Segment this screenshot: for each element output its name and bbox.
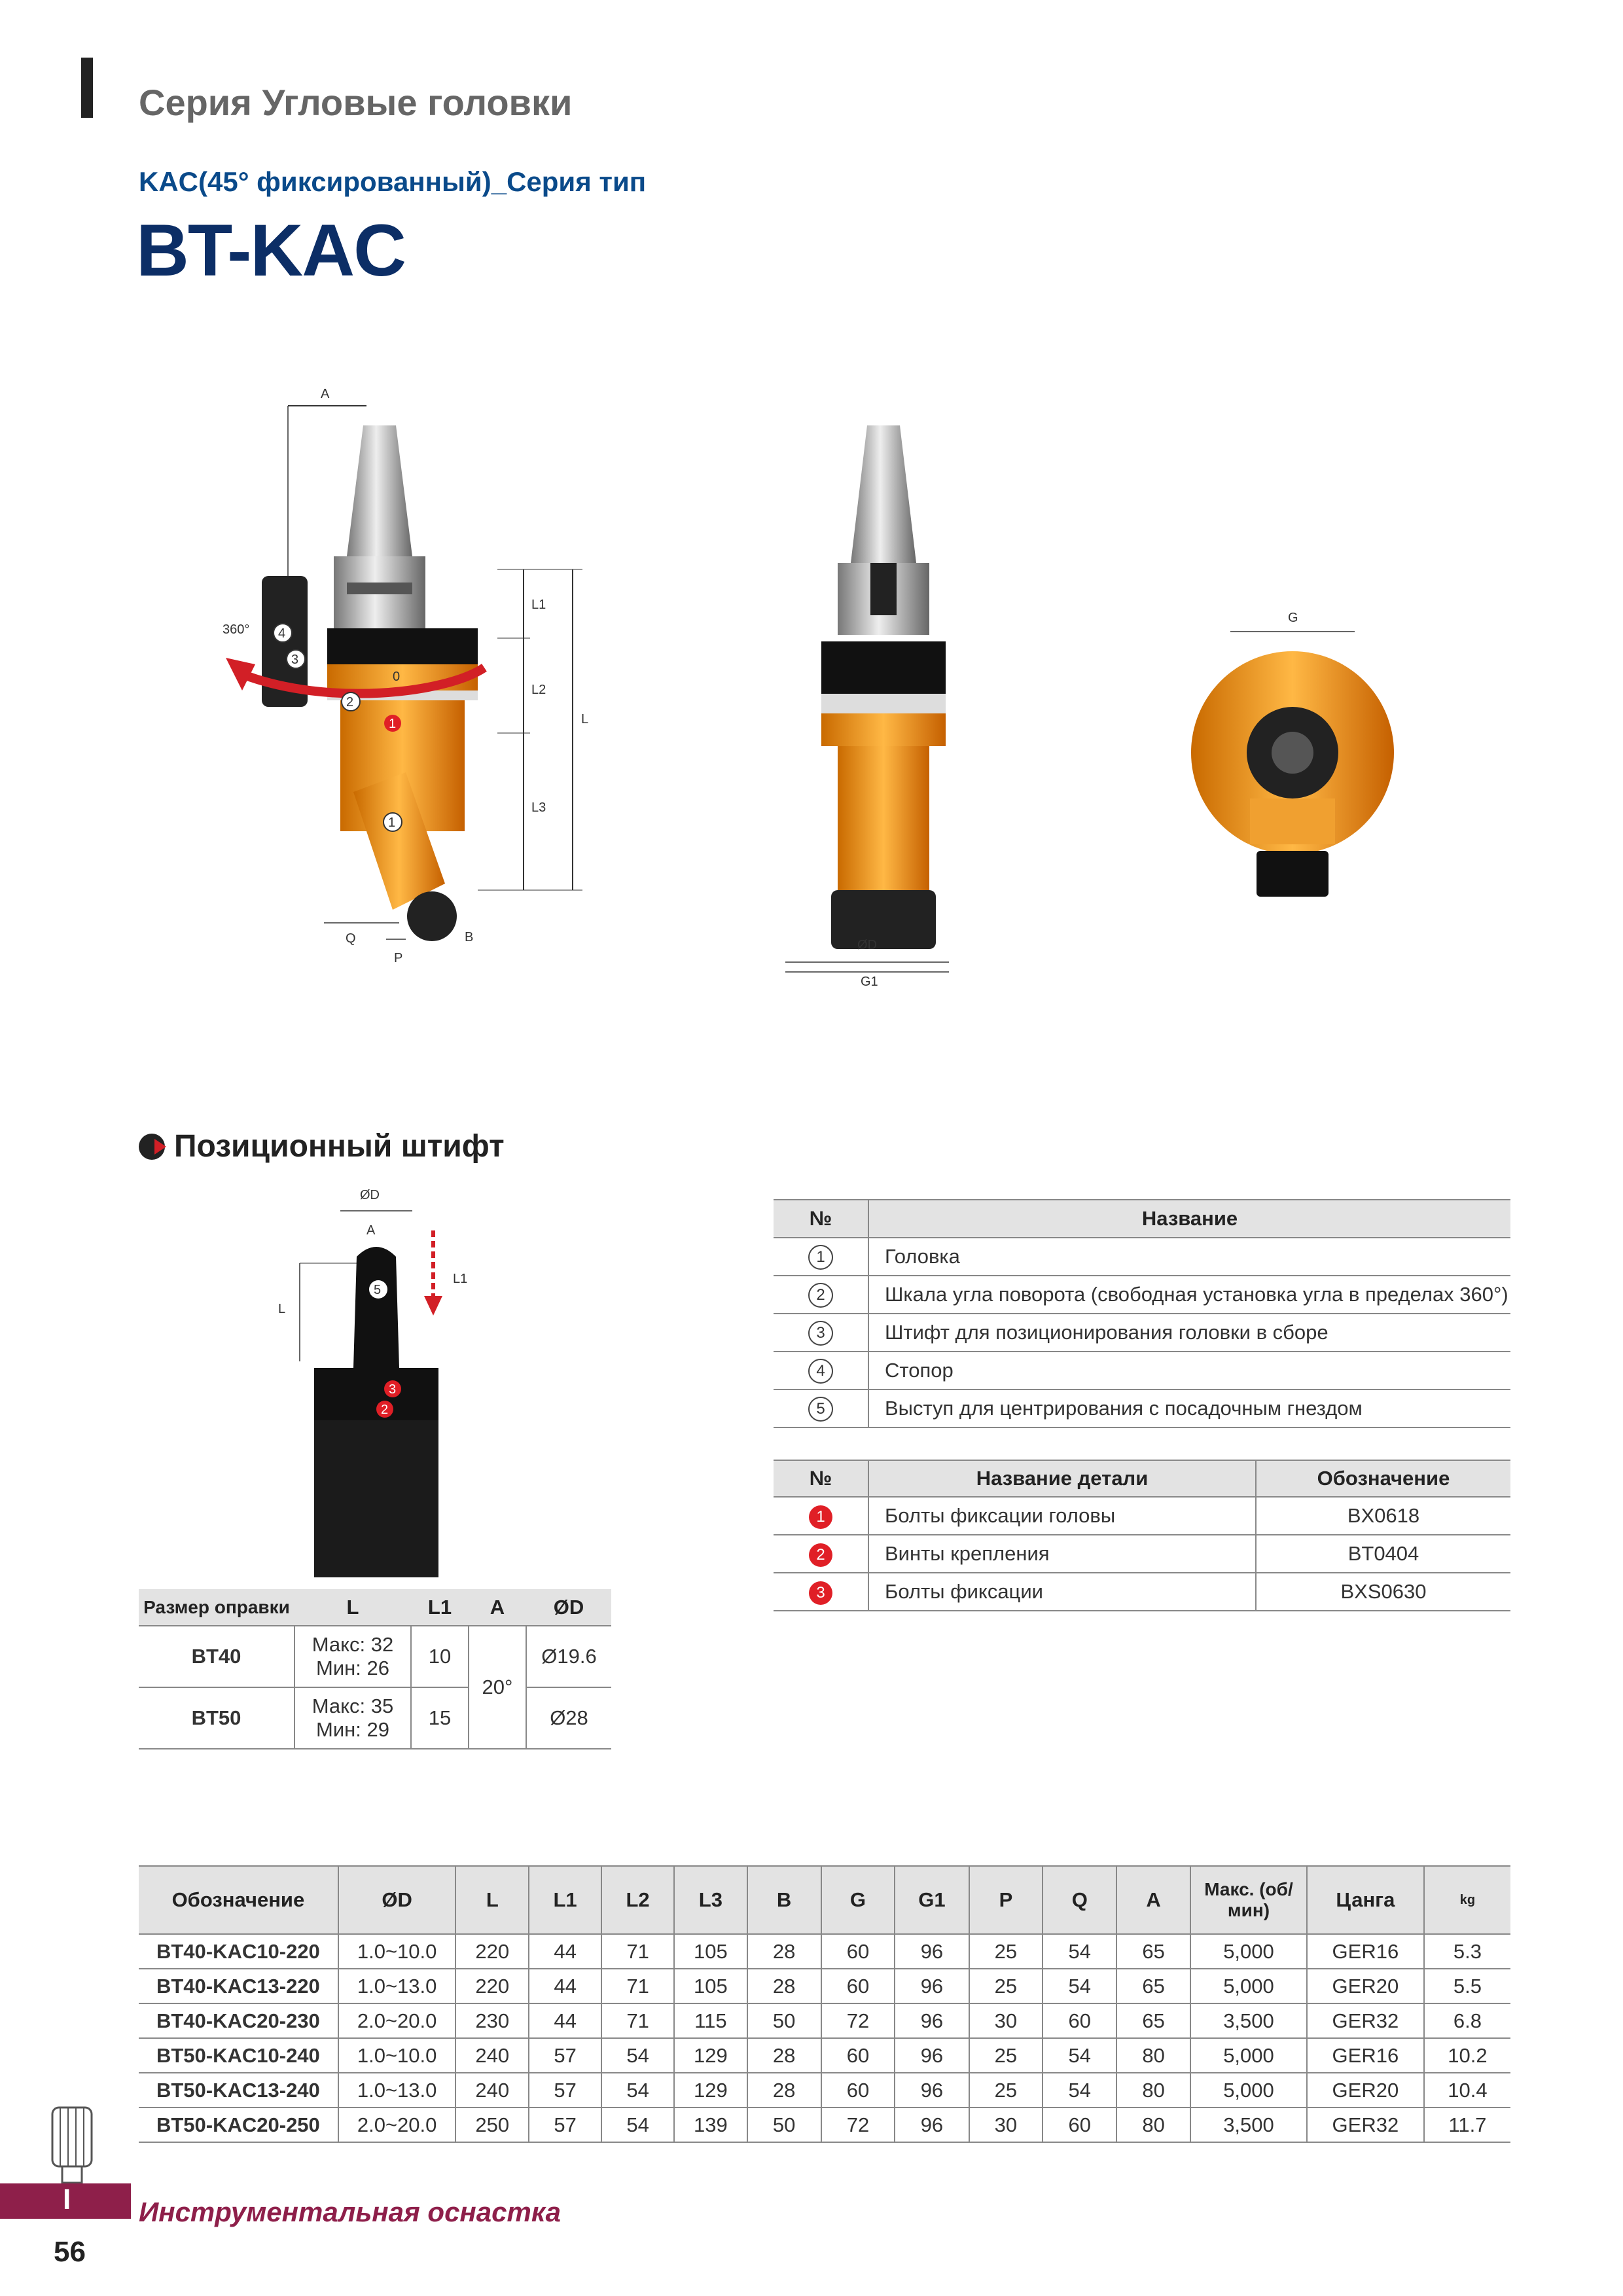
spec-cell: 54: [1043, 2073, 1116, 2108]
spec-cell: 139: [674, 2108, 747, 2142]
part-name: Выступ для центрирования с посадочным гнездом: [885, 1397, 1363, 1420]
spec-cell: 60: [821, 2073, 895, 2108]
callout-4: [274, 624, 292, 642]
part-code: BXS0630: [1340, 1580, 1427, 1603]
model-title: BT-KAC: [136, 209, 406, 291]
pin-l-min: Мин: 29: [316, 1718, 389, 1741]
pin-section-label: Позиционный штифт: [174, 1129, 505, 1164]
spec-header-0: Обозначение: [139, 1866, 338, 1934]
spec-header-2: L: [455, 1866, 529, 1934]
spec-cell: 220: [455, 1969, 529, 2003]
spec-cell: 96: [895, 2003, 969, 2038]
spec-cell: 5.3: [1453, 1939, 1482, 1963]
spec-cell: 25: [969, 1969, 1043, 2003]
callout-1: [383, 813, 402, 831]
dim-g1: G1: [861, 975, 878, 988]
spec-cell: 2.0~20.0: [338, 2003, 456, 2038]
spec-cell: 30: [969, 2108, 1043, 2142]
spec-cell: 30: [969, 2003, 1043, 2038]
pin-l-min: Мин: 26: [316, 1657, 389, 1679]
pin-l1: 10: [411, 1626, 469, 1687]
spec-cell: 230: [455, 2003, 529, 2038]
spec-header-1: ØD: [338, 1866, 456, 1934]
spec-cell: 220: [455, 1934, 529, 1969]
callout-2: [342, 692, 360, 711]
spec-cell: 57: [529, 2073, 601, 2108]
dim-l3: L3: [531, 800, 546, 815]
spec-cell: 250: [455, 2108, 529, 2142]
num-circle: 2: [808, 1283, 833, 1308]
svg-text:1: 1: [388, 816, 396, 830]
part-name: Головка: [885, 1245, 960, 1268]
spec-cell: 129: [674, 2038, 747, 2073]
spec-cell: 54: [601, 2108, 674, 2142]
spec-cell: 54: [1043, 1969, 1116, 2003]
series-subtitle: KAC(45° фиксированный)_Серия тип: [139, 166, 647, 197]
pin-od: Ø28: [550, 1706, 588, 1729]
pin-l1: 15: [411, 1687, 469, 1749]
spec-cell: 54: [1043, 2038, 1116, 2073]
spec-cell: 240: [455, 2073, 529, 2108]
spec-cell: 2.0~20.0: [338, 2108, 456, 2142]
spec-cell: GER20: [1307, 1969, 1424, 2003]
pin-dim-l1: L1: [453, 1272, 468, 1286]
part-name: Болты фиксации головы: [868, 1497, 1256, 1535]
footer-mark: I: [63, 2183, 71, 2215]
parts-th-code: Обозначение: [1256, 1460, 1510, 1497]
spec-header-3: L1: [529, 1866, 601, 1934]
spec-cell: 28: [747, 1969, 821, 2003]
spec-cell: 57: [529, 2108, 601, 2142]
spec-cell: 5.5: [1453, 1974, 1482, 1998]
spec-cell: 65: [1116, 1969, 1190, 2003]
svg-text:4: 4: [278, 626, 286, 641]
pin-th-l1: L1: [411, 1589, 469, 1626]
spec-cell: 44: [529, 2003, 601, 2038]
spec-cell: 96: [895, 1969, 969, 2003]
spec-cell: 54: [601, 2073, 674, 2108]
spec-cell: 96: [895, 2038, 969, 2073]
pin-callout-5: [369, 1280, 387, 1299]
dim-l2: L2: [531, 683, 546, 697]
side-view-diagram: [196, 367, 628, 982]
spec-header-14: kg: [1424, 1866, 1510, 1934]
spec-cell: 80: [1116, 2108, 1190, 2142]
spec-cell: 28: [747, 2038, 821, 2073]
spec-cell: 129: [674, 2073, 747, 2108]
front-view-diagram: [772, 412, 969, 988]
red-num-circle: 3: [809, 1581, 832, 1605]
spec-cell: GER16: [1307, 2038, 1424, 2073]
table-row: [139, 2073, 1510, 2108]
pin-section-title: [139, 1128, 505, 1164]
spec-cell: 60: [821, 2038, 895, 2073]
spec-cell: 60: [821, 1969, 895, 2003]
spec-header-6: B: [747, 1866, 821, 1934]
svg-text:3: 3: [389, 1382, 397, 1397]
pin-od: Ø19.6: [541, 1645, 597, 1668]
svg-text:3: 3: [291, 653, 299, 667]
spec-cell: 80: [1116, 2038, 1190, 2073]
dim-g: G: [1288, 611, 1298, 625]
red-num-circle: 1: [809, 1505, 832, 1529]
spec-header-9: P: [969, 1866, 1043, 1934]
spec-cell: 44: [529, 1934, 601, 1969]
spec-cell: 240: [455, 2038, 529, 2073]
part-name: Шкала угла поворота (свободная установка угла в пределах 360°): [885, 1283, 1508, 1306]
dim-l: L: [581, 712, 589, 726]
parts-th-n: №: [774, 1460, 868, 1497]
pin-th-a: A: [469, 1589, 526, 1626]
pin-l-max: Макс: 35: [312, 1695, 394, 1717]
spec-cell: 5,000: [1190, 1934, 1307, 1969]
callout-1-red: [384, 715, 401, 732]
spec-cell: 54: [1043, 1934, 1116, 1969]
spec-cell: 11.7: [1448, 2113, 1487, 2136]
spec-cell: 105: [674, 1934, 747, 1969]
spec-code: BT50-KAC10-240: [139, 2038, 338, 2073]
spec-cell: 1.0~10.0: [338, 2038, 456, 2073]
table-row: [139, 2038, 1510, 2073]
num-circle: 1: [808, 1245, 833, 1270]
part-name: Винты крепления: [868, 1535, 1256, 1573]
spec-cell: 50: [747, 2003, 821, 2038]
dim-od: ØD: [857, 938, 877, 952]
spec-code: BT40-KAC13-220: [139, 1969, 338, 2003]
pin-l: [294, 1626, 411, 1687]
num-circle: 3: [808, 1321, 833, 1346]
spec-cell: 60: [1043, 2108, 1116, 2142]
svg-text:2: 2: [381, 1403, 389, 1417]
pin-th-od: ØD: [526, 1589, 611, 1626]
dim-l1: L1: [531, 598, 546, 612]
names-th-n: №: [774, 1200, 868, 1238]
spec-code: BT50-KAC13-240: [139, 2073, 338, 2108]
parts-table: [774, 1460, 1510, 1611]
part-name: Стопор: [885, 1359, 954, 1382]
spec-header-4: L2: [601, 1866, 674, 1934]
dim-zero: 0: [393, 670, 401, 684]
spec-cell: 71: [601, 1969, 674, 2003]
spec-cell: GER32: [1307, 2108, 1424, 2142]
svg-text:1: 1: [389, 717, 397, 731]
spec-cell: 57: [529, 2038, 601, 2073]
spec-cell: 65: [1116, 2003, 1190, 2038]
spec-cell: 10.4: [1448, 2078, 1488, 2102]
pin-l-max: Макс: 32: [312, 1633, 394, 1656]
footer-text: Инструментальная оснастка: [139, 2197, 562, 2227]
table-row: [139, 1934, 1510, 1969]
spec-cell: 10.2: [1448, 2043, 1488, 2067]
spec-cell: 28: [747, 1934, 821, 1969]
dim-q: Q: [346, 931, 356, 946]
spec-cell: 80: [1116, 2073, 1190, 2108]
spec-cell: 44: [529, 1969, 601, 2003]
spec-cell: 5,000: [1190, 2073, 1307, 2108]
dim-a: A: [321, 387, 330, 401]
series-title: Серия Угловые головки: [139, 82, 573, 123]
spec-cell: 5,000: [1190, 2038, 1307, 2073]
dim-b: B: [465, 930, 474, 944]
spec-header-7: G: [821, 1866, 895, 1934]
spec-cell: 1.0~10.0: [338, 1934, 456, 1969]
table-row: [139, 1969, 1510, 2003]
pin-callout-3: [384, 1380, 401, 1397]
page-number: 56: [54, 2236, 86, 2268]
spec-cell: 105: [674, 1969, 747, 2003]
spec-header-5: L3: [674, 1866, 747, 1934]
spec-cell: 60: [821, 1934, 895, 1969]
spec-cell: 72: [821, 2108, 895, 2142]
spec-header-11: A: [1116, 1866, 1190, 1934]
table-row: [139, 2108, 1510, 2142]
spec-cell: GER16: [1307, 1934, 1424, 1969]
spec-cell: 25: [969, 1934, 1043, 1969]
names-table: [774, 1199, 1510, 1428]
spec-cell: 115: [674, 2003, 747, 2038]
pin-size: BT50: [191, 1706, 241, 1729]
spec-cell: GER20: [1307, 2073, 1424, 2108]
part-name: Болты фиксации: [868, 1573, 1256, 1611]
part-name: Штифт для позиционирования головки в сборе: [885, 1321, 1329, 1344]
spec-cell: 60: [1043, 2003, 1116, 2038]
spec-header-13: Цанга: [1307, 1866, 1424, 1934]
spec-cell: 3,500: [1190, 2003, 1307, 2038]
spec-cell: 1.0~13.0: [338, 2073, 456, 2108]
spec-cell: 96: [895, 1934, 969, 1969]
pin-diagram: [262, 1185, 497, 1577]
spec-header-10: Q: [1043, 1866, 1116, 1934]
part-code: BX0618: [1347, 1504, 1420, 1527]
dim-360: 360°: [223, 622, 250, 637]
pin-a: 20°: [469, 1626, 526, 1749]
names-th-name: Название: [868, 1200, 1510, 1238]
spec-cell: 25: [969, 2073, 1043, 2108]
pin-th-l: L: [294, 1589, 411, 1626]
dim-p: P: [394, 951, 403, 965]
part-code: BT0404: [1347, 1542, 1419, 1565]
spec-cell: 6.8: [1453, 2009, 1482, 2032]
spec-table: [139, 1865, 1510, 2143]
spec-cell: 50: [747, 2108, 821, 2142]
spec-cell: 25: [969, 2038, 1043, 2073]
spec-cell: 54: [601, 2038, 674, 2073]
pin-callout-2: [376, 1401, 393, 1418]
spec-cell: 5,000: [1190, 1969, 1307, 2003]
spec-header-12: Макс. (об/мин): [1190, 1866, 1307, 1934]
pin-size: BT40: [191, 1645, 241, 1668]
bottom-view-diagram: [1178, 602, 1400, 916]
spec-cell: 1.0~13.0: [338, 1969, 456, 2003]
spec-header-8: G1: [895, 1866, 969, 1934]
svg-text:2: 2: [346, 695, 354, 709]
pin-dim-l: L: [278, 1302, 286, 1316]
spec-cell: 96: [895, 2073, 969, 2108]
spec-cell: 96: [895, 2108, 969, 2142]
num-circle: 5: [808, 1397, 833, 1422]
red-num-circle: 2: [809, 1543, 832, 1567]
parts-th-name: Название детали: [868, 1460, 1256, 1497]
spec-code: BT40-KAC10-220: [139, 1934, 338, 1969]
num-circle: 4: [808, 1359, 833, 1384]
spec-cell: GER32: [1307, 2003, 1424, 2038]
spec-cell: 71: [601, 2003, 674, 2038]
spec-code: BT50-KAC20-250: [139, 2108, 338, 2142]
spec-cell: 71: [601, 1934, 674, 1969]
collet-icon: [46, 2101, 98, 2186]
table-row: [139, 2003, 1510, 2038]
arrow-circle-icon: [139, 1134, 165, 1160]
spec-cell: 72: [821, 2003, 895, 2038]
series-bar: [81, 58, 93, 118]
spec-cell: 65: [1116, 1934, 1190, 1969]
spec-cell: 3,500: [1190, 2108, 1307, 2142]
pin-dim-a: A: [366, 1223, 376, 1238]
callout-3: [287, 650, 305, 668]
svg-text:5: 5: [374, 1283, 382, 1297]
spec-code: BT40-KAC20-230: [139, 2003, 338, 2038]
pin-table: [139, 1589, 611, 1749]
pin-dim-od: ØD: [360, 1188, 380, 1202]
pin-th-size: Размер оправки: [139, 1589, 294, 1626]
pin-l: [294, 1687, 411, 1749]
spec-cell: 28: [747, 2073, 821, 2108]
